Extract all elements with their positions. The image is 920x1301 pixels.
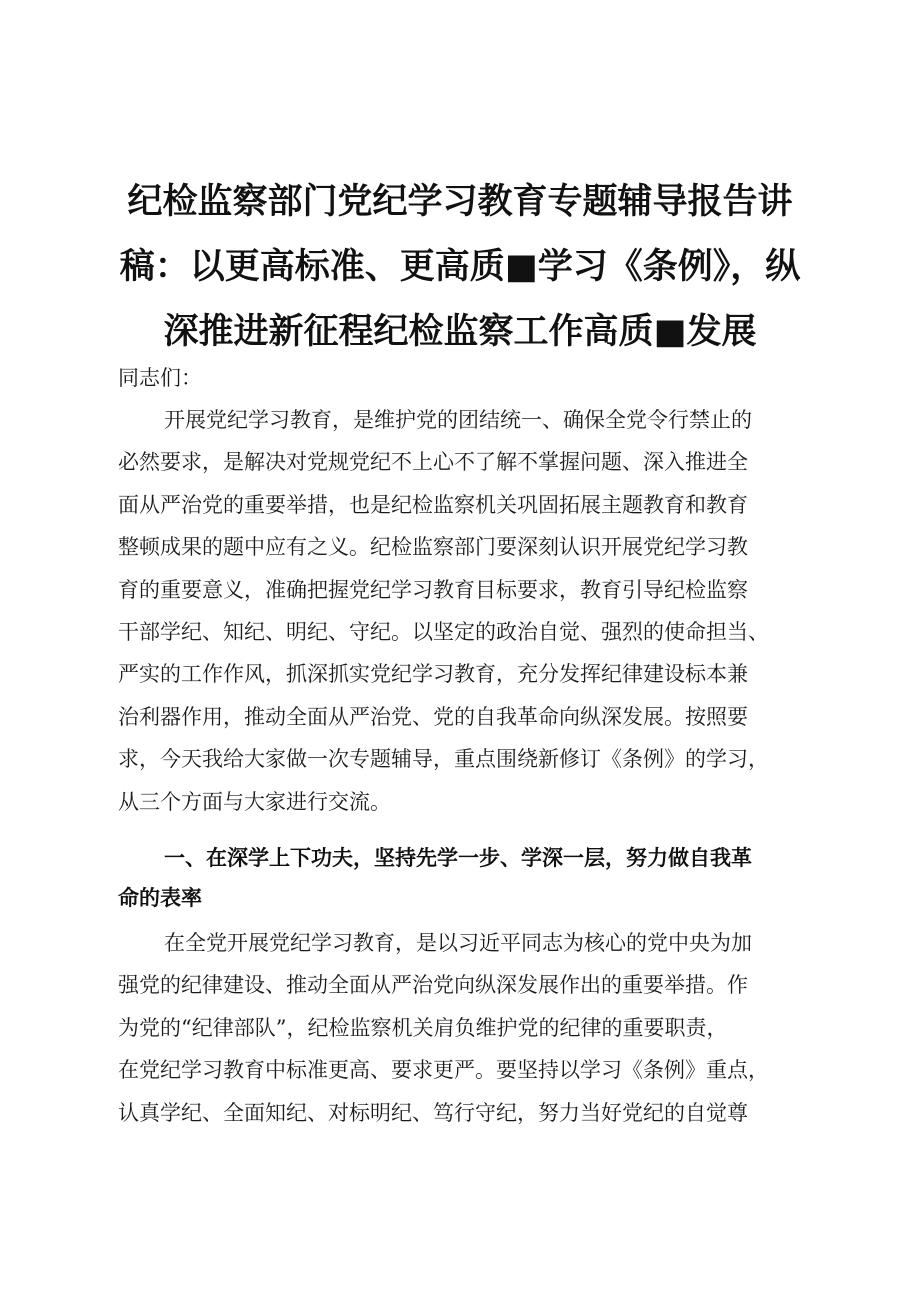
heading-line: 命的表率	[118, 886, 202, 910]
paragraph-line: 认真学纪、全面知纪、对标明纪、笃行守纪，努力当好党纪的自觉尊	[118, 1100, 748, 1125]
paragraph-line: 必然要求，是解决对党规党纪不上心不了解不掌握问题、深入推进全	[118, 450, 748, 475]
paragraph-line: 育的重要意义，准确把握党纪学习教育目标要求，教育引导纪检监察	[118, 577, 748, 602]
paragraph-line: 严实的工作作风，抓深抓实党纪学习教育，充分发挥纪律建设标本兼	[118, 662, 748, 687]
title-line-1: 纪检监察部门党纪学习教育专题辅导报告讲	[127, 182, 793, 222]
heading-line: 一、在深学上下功夫，坚持先学一步、学深一层，努力做自我革	[164, 846, 752, 870]
paragraph-line: 面从严治党的重要举措，也是纪检监察机关巩固拓展主题教育和教育	[118, 492, 748, 517]
paragraph-line: 为党的“纪律部队”，纪检监察机关肩负维护党的纪律的重要职责，	[118, 1015, 728, 1040]
title-line-3: 深推进新征程纪检监察工作高质■发展	[163, 312, 757, 352]
paragraph-line: 治利器作用，推动全面从严治党、党的自我革命向纵深发展。按照要	[118, 704, 748, 729]
paragraph-line: 干部学纪、知纪、明纪、守纪。以坚定的政治自觉、强烈的使命担当、	[118, 620, 769, 645]
greeting: 同志们：	[118, 366, 202, 390]
paragraph-section-1	[118, 922, 828, 1134]
paragraph-line: 在全党开展党纪学习教育，是以习近平同志为核心的党中央为加	[164, 931, 752, 955]
paragraph-line: 强党的纪律建设、推动全面从严治党向纵深发展作出的重要举措。作	[118, 973, 748, 998]
paragraph-line: 从三个方面与大家进行交流。	[118, 789, 391, 814]
paragraph-line: 求，今天我给大家做一次专题辅导，重点围绕新修订《条例》的学习，	[118, 747, 769, 772]
document-title	[110, 170, 810, 365]
paragraph-line: 在党纪学习教育中标准更高、要求更严。要坚持以学习《条例》重点，	[118, 1058, 769, 1083]
title-line-2: 稿：以更高标准、更高质■学习《条例》，纵	[119, 247, 801, 287]
paragraph-intro	[118, 399, 828, 823]
paragraph-line: 整顿成果的题中应有之义。纪检监察部门要深刻认识开展党纪学习教	[118, 535, 748, 560]
paragraph-line: 开展党纪学习教育，是维护党的团结统一、确保全党令行禁止的	[164, 408, 752, 432]
section-heading-1	[118, 838, 828, 918]
